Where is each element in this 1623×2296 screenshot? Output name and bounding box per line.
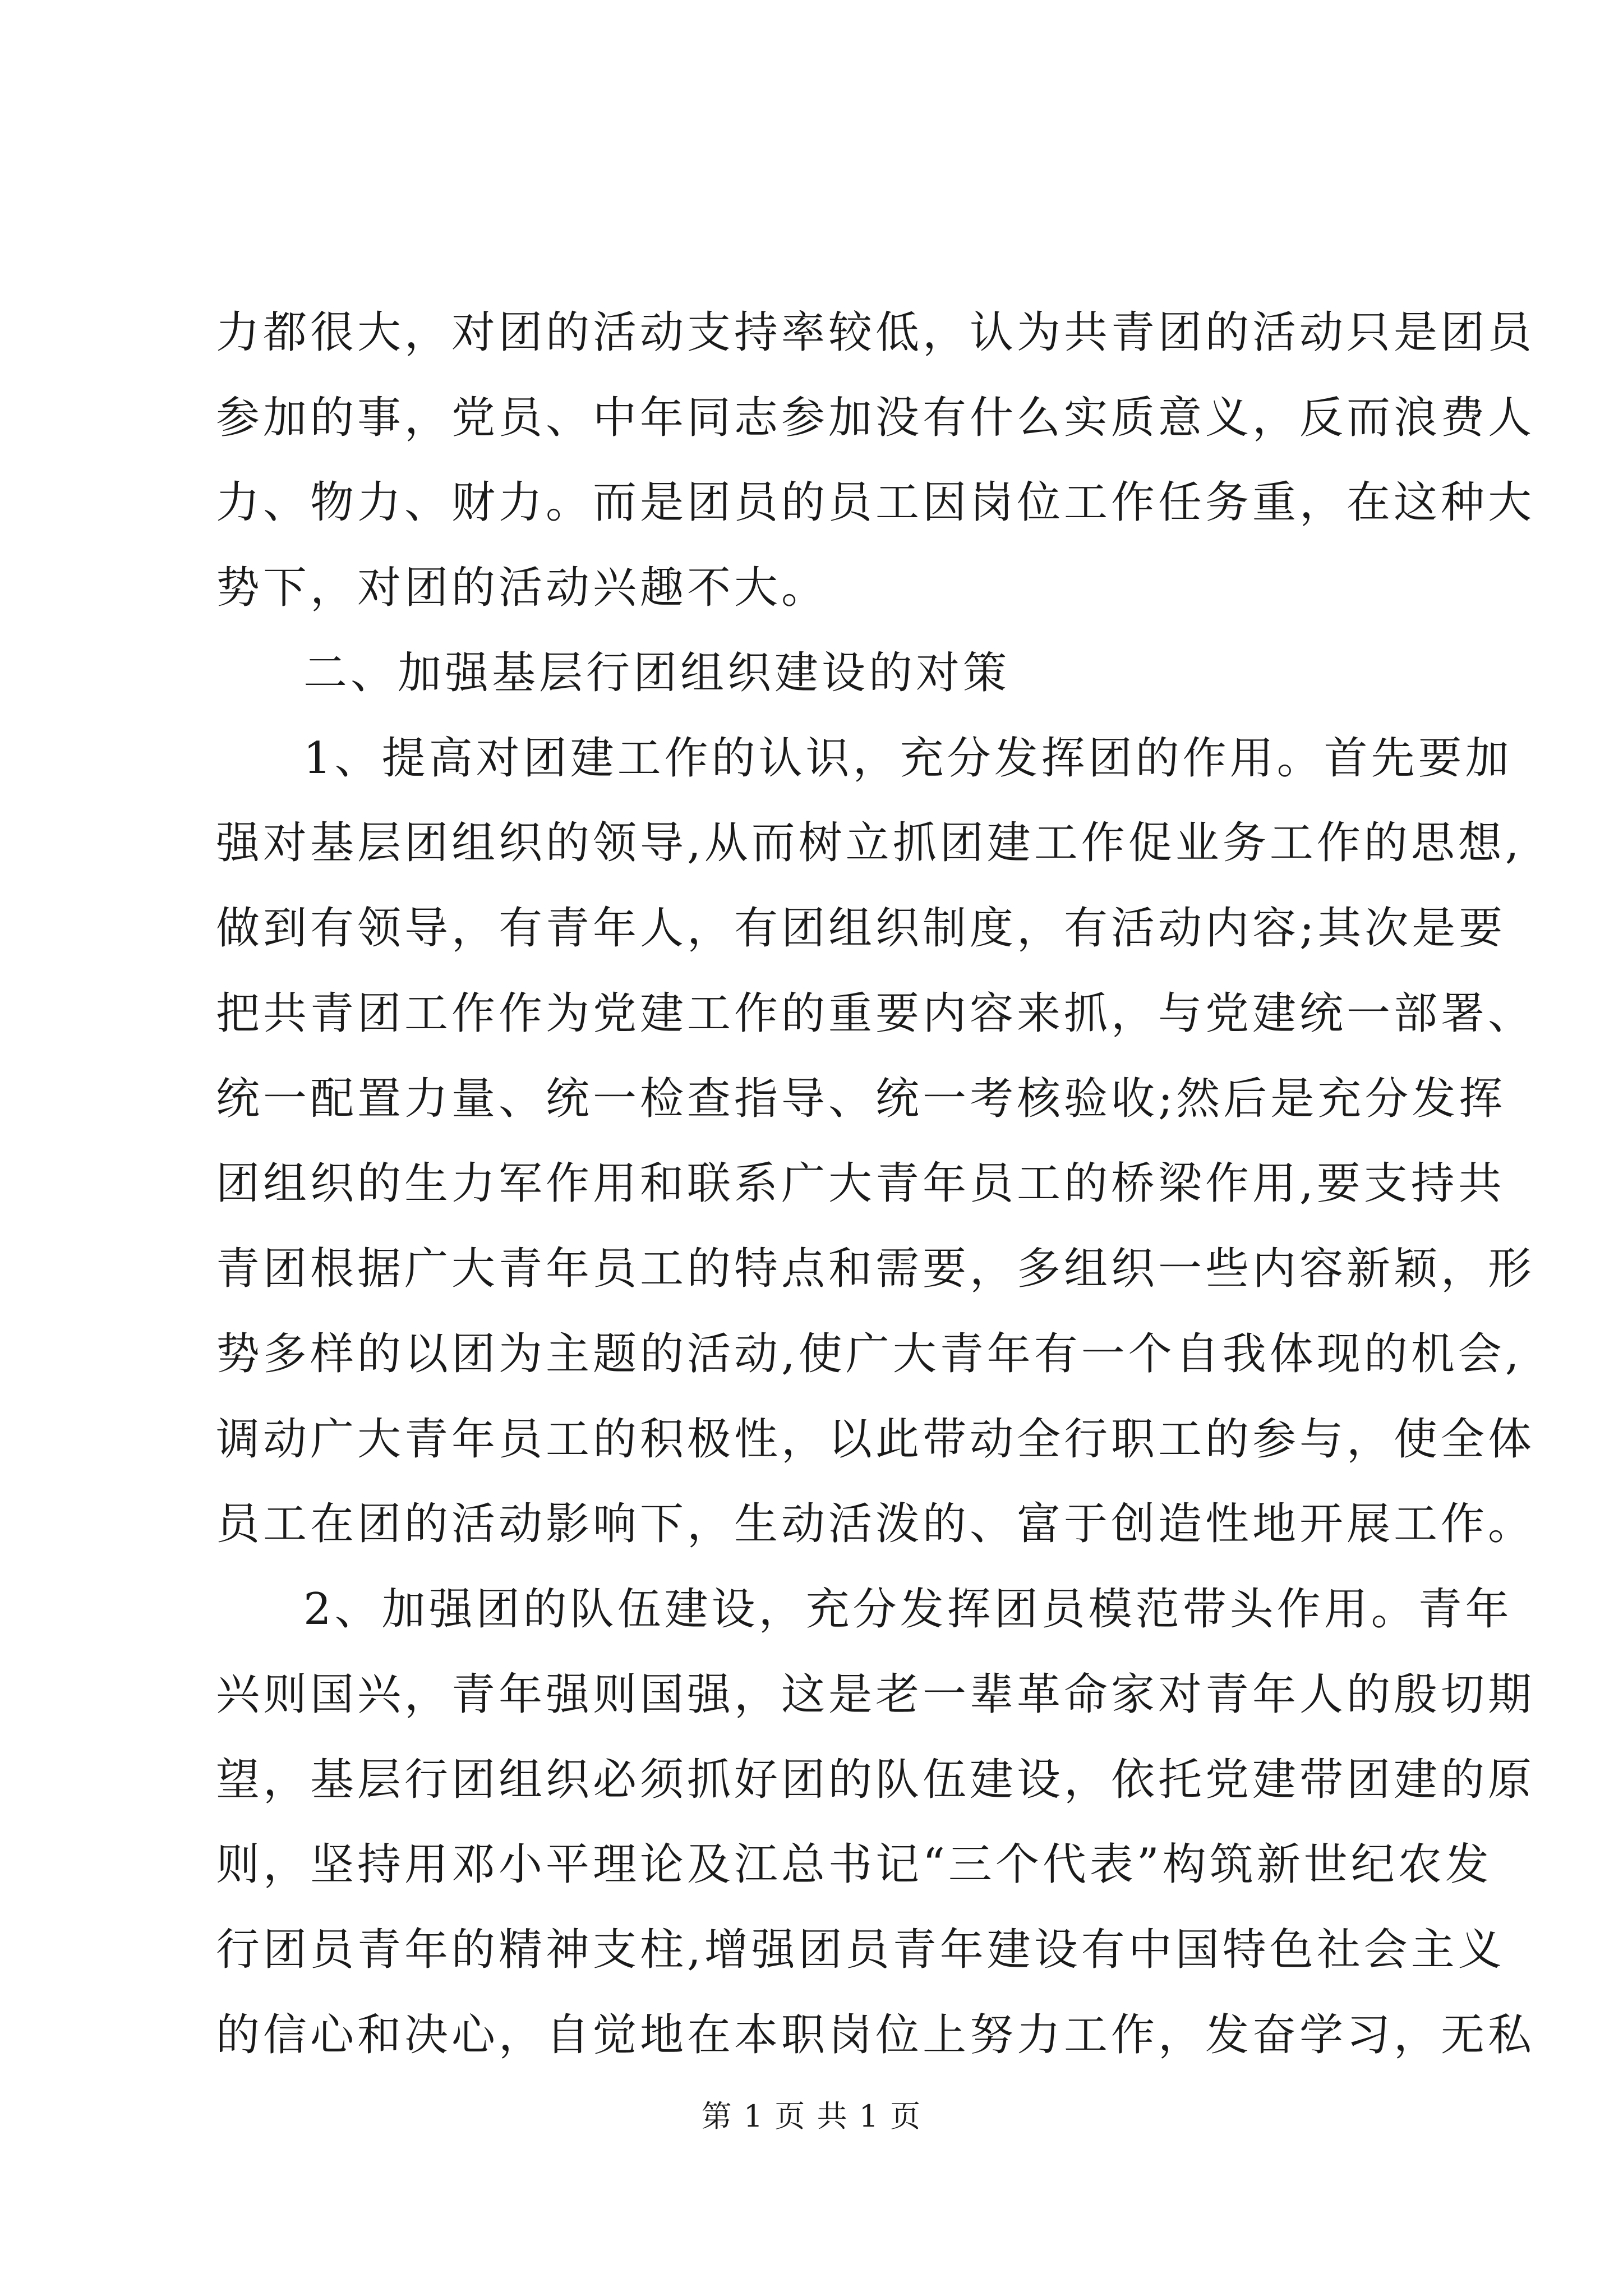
text-line: 行团员青年的精神支柱,增强团员青年建设有中国特色社会主义	[216, 1925, 1505, 1975]
text-line: 望，基层行团组织必须抓好团的队伍建设，依托党建带团建的原	[216, 1755, 1536, 1805]
text-line: 力、物力、财力。而是团员的员工因岗位工作任务重，在这种大	[216, 477, 1536, 528]
text-line: 则，坚持用邓小平理论及江总书记“三个代表”构筑新世纪农发	[216, 1839, 1492, 1890]
text-line: 力都很大，对团的活动支持率较低，认为共青团的活动只是团员	[216, 307, 1536, 358]
text-line: 把共青团工作作为党建工作的重要内容来抓，与党建统一部署、	[216, 988, 1536, 1039]
text-line: 势多样的以团为主题的活动,使广大青年有一个自我体现的机会,	[216, 1329, 1523, 1379]
text-line: 青团根据广大青年员工的特点和需要，多组织一些内容新颖，形	[216, 1244, 1536, 1294]
text-line: 员工在团的活动影响下，生动活泼的、富于创造性地开展工作。	[216, 1499, 1536, 1549]
text-line: 统一配置力量、统一检查指导、统一考核验收;然后是充分发挥	[216, 1074, 1506, 1124]
text-line: 2、加强团的队伍建设，充分发挥团员模范带头作用。青年	[303, 1584, 1513, 1635]
text-line: 强对基层团组织的领导,从而树立抓团建工作促业务工作的思想,	[216, 818, 1523, 868]
text-line: 做到有领导，有青年人，有团组织制度，有活动内容;其次是要	[216, 903, 1506, 954]
page-number-footer: 第 1 页 共 1 页	[701, 2099, 922, 2134]
text-line: 团组织的生力军作用和联系广大青年员工的桥梁作用,要支持共	[216, 1158, 1505, 1209]
text-line: 势下，对团的活动兴趣不大。	[216, 563, 829, 613]
section-heading: 二、加强基层行团组织建设的对策	[303, 648, 1011, 698]
text-line: 的信心和决心，自觉地在本职岗位上努力工作，发奋学习，无私	[216, 2010, 1536, 2060]
text-line: 调动广大青年员工的积极性，以此带动全行职工的参与，使全体	[216, 1414, 1536, 1465]
text-line: 1、提高对团建工作的认识，充分发挥团的作用。首先要加	[303, 733, 1513, 784]
text-line: 兴则国兴，青年强则国强，这是老一辈革命家对青年人的殷切期	[216, 1669, 1536, 1720]
text-line: 参加的事，党员、中年同志参加没有什么实质意义，反而浪费人	[216, 393, 1536, 443]
